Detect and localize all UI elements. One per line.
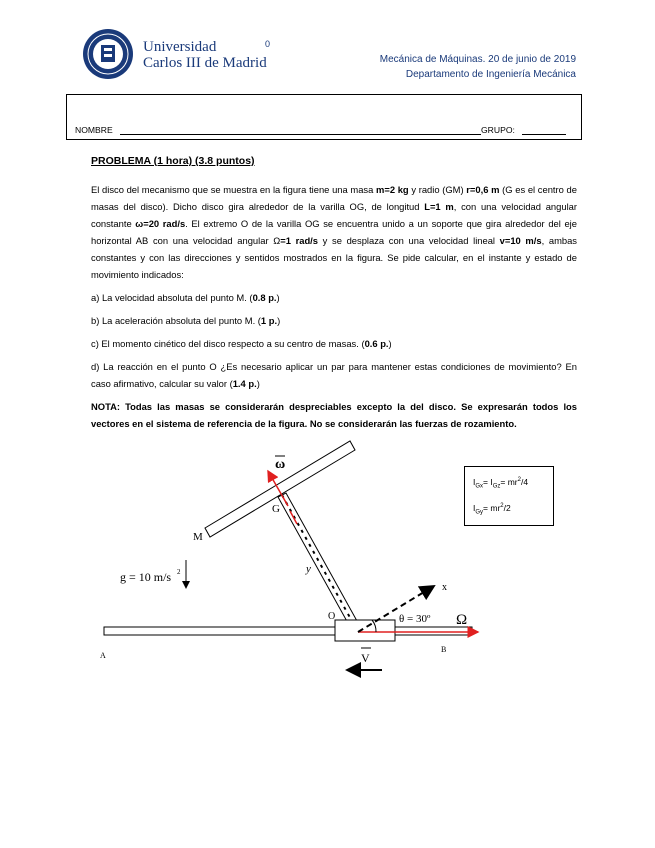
inertia-y: $I_{Gy}= mr^2/2$ bbox=[473, 503, 511, 516]
x-axis-arrow bbox=[358, 586, 434, 632]
velocity-value: v=10 m/s bbox=[499, 235, 542, 246]
question-d: d) La reacción en el punto O ¿Es necesario aplicar un par para mantener estas condiciones de movimiento? En caso afirmativo, calcular su valor (1.4 p.) bbox=[91, 361, 577, 389]
department-name: Departamento de Ingeniería Mecánica bbox=[405, 69, 576, 80]
mass-value: m=2 kg bbox=[376, 184, 409, 195]
university-name-line1: Universidad bbox=[143, 39, 217, 55]
v-label: V bbox=[361, 651, 370, 665]
problem-title: PROBLEMA (1 hora) (3.8 puntos) bbox=[91, 155, 255, 167]
university-name-line2: Carlos III de Madrid bbox=[143, 55, 267, 71]
shaft-ab bbox=[104, 627, 472, 635]
intro-text: , ambas constantes y con las direcciones y sentidos mostrados en la figura. Se pide calcular, en el instante y estado de movimiento indicados: bbox=[91, 235, 577, 280]
intro-text: (G es el centro de masas del disco). Dicho disco gira alrededor de la varilla OG, de longitud bbox=[91, 184, 577, 212]
big-omega-label: Ω bbox=[456, 612, 468, 628]
rod-og bbox=[278, 493, 362, 634]
y-label: y bbox=[306, 563, 311, 575]
name-label: NOMBRE bbox=[75, 125, 113, 135]
note: NOTA: Todas las masas se considerarán despreciables excepto la del disco. Se expresarán todos los vectores en el sistema de referencia de la figura. No se considerarán las fuerzas de rozamiento. bbox=[91, 401, 577, 429]
question-b: b) La aceleración absoluta del punto M. (1 p.) bbox=[91, 315, 281, 326]
m-label: M bbox=[193, 531, 203, 543]
theta-label: θ = 30º bbox=[399, 613, 431, 625]
b-label: B bbox=[441, 645, 447, 654]
length-value: L=1 m bbox=[424, 201, 454, 212]
question-a: a) La velocidad absoluta del punto M. (0.8 p.) bbox=[91, 292, 280, 303]
omega-label: ω bbox=[275, 457, 286, 472]
support-block bbox=[335, 620, 395, 641]
header-marker: 0 bbox=[265, 39, 271, 49]
course-title: Mecánica de Máquinas. 20 de junio de 2019 bbox=[379, 54, 576, 65]
intro-text: y radio (GM) bbox=[408, 184, 467, 195]
disk bbox=[205, 441, 355, 537]
big-omega-value: =1 rad/s bbox=[280, 235, 319, 246]
a-label: A bbox=[100, 651, 106, 660]
group-label: GRUPO: bbox=[481, 125, 515, 135]
g-label: G bbox=[272, 503, 280, 515]
question-c: c) El momento cinético del disco respecto a su centro de masas. (0.6 p.) bbox=[91, 338, 392, 349]
intro-text: , con una velocidad angular constante bbox=[91, 201, 577, 229]
intro-text: . El extremo O de la varilla OG se encuentra unido a un soporte que gira alrededor del eje horizontal AB con una velocidad angular Ω bbox=[91, 218, 577, 246]
gravity-label: g = 10 m/s bbox=[120, 570, 172, 584]
radius-value: r=0,6 m bbox=[466, 184, 500, 195]
intro-text: El disco del mecanismo que se muestra en la figura tiene una masa bbox=[91, 184, 377, 195]
o-label: O bbox=[328, 611, 336, 622]
x-label: x bbox=[442, 582, 447, 593]
intro-text: y se desplaza con una velocidad lineal bbox=[318, 235, 500, 246]
omega-value: ω=20 rad/s bbox=[135, 218, 186, 229]
inertia-x-z: $I_{Gx}= I_{Gz}= mr^2/4$ bbox=[473, 477, 529, 490]
gravity-exponent: 2 bbox=[177, 568, 181, 576]
